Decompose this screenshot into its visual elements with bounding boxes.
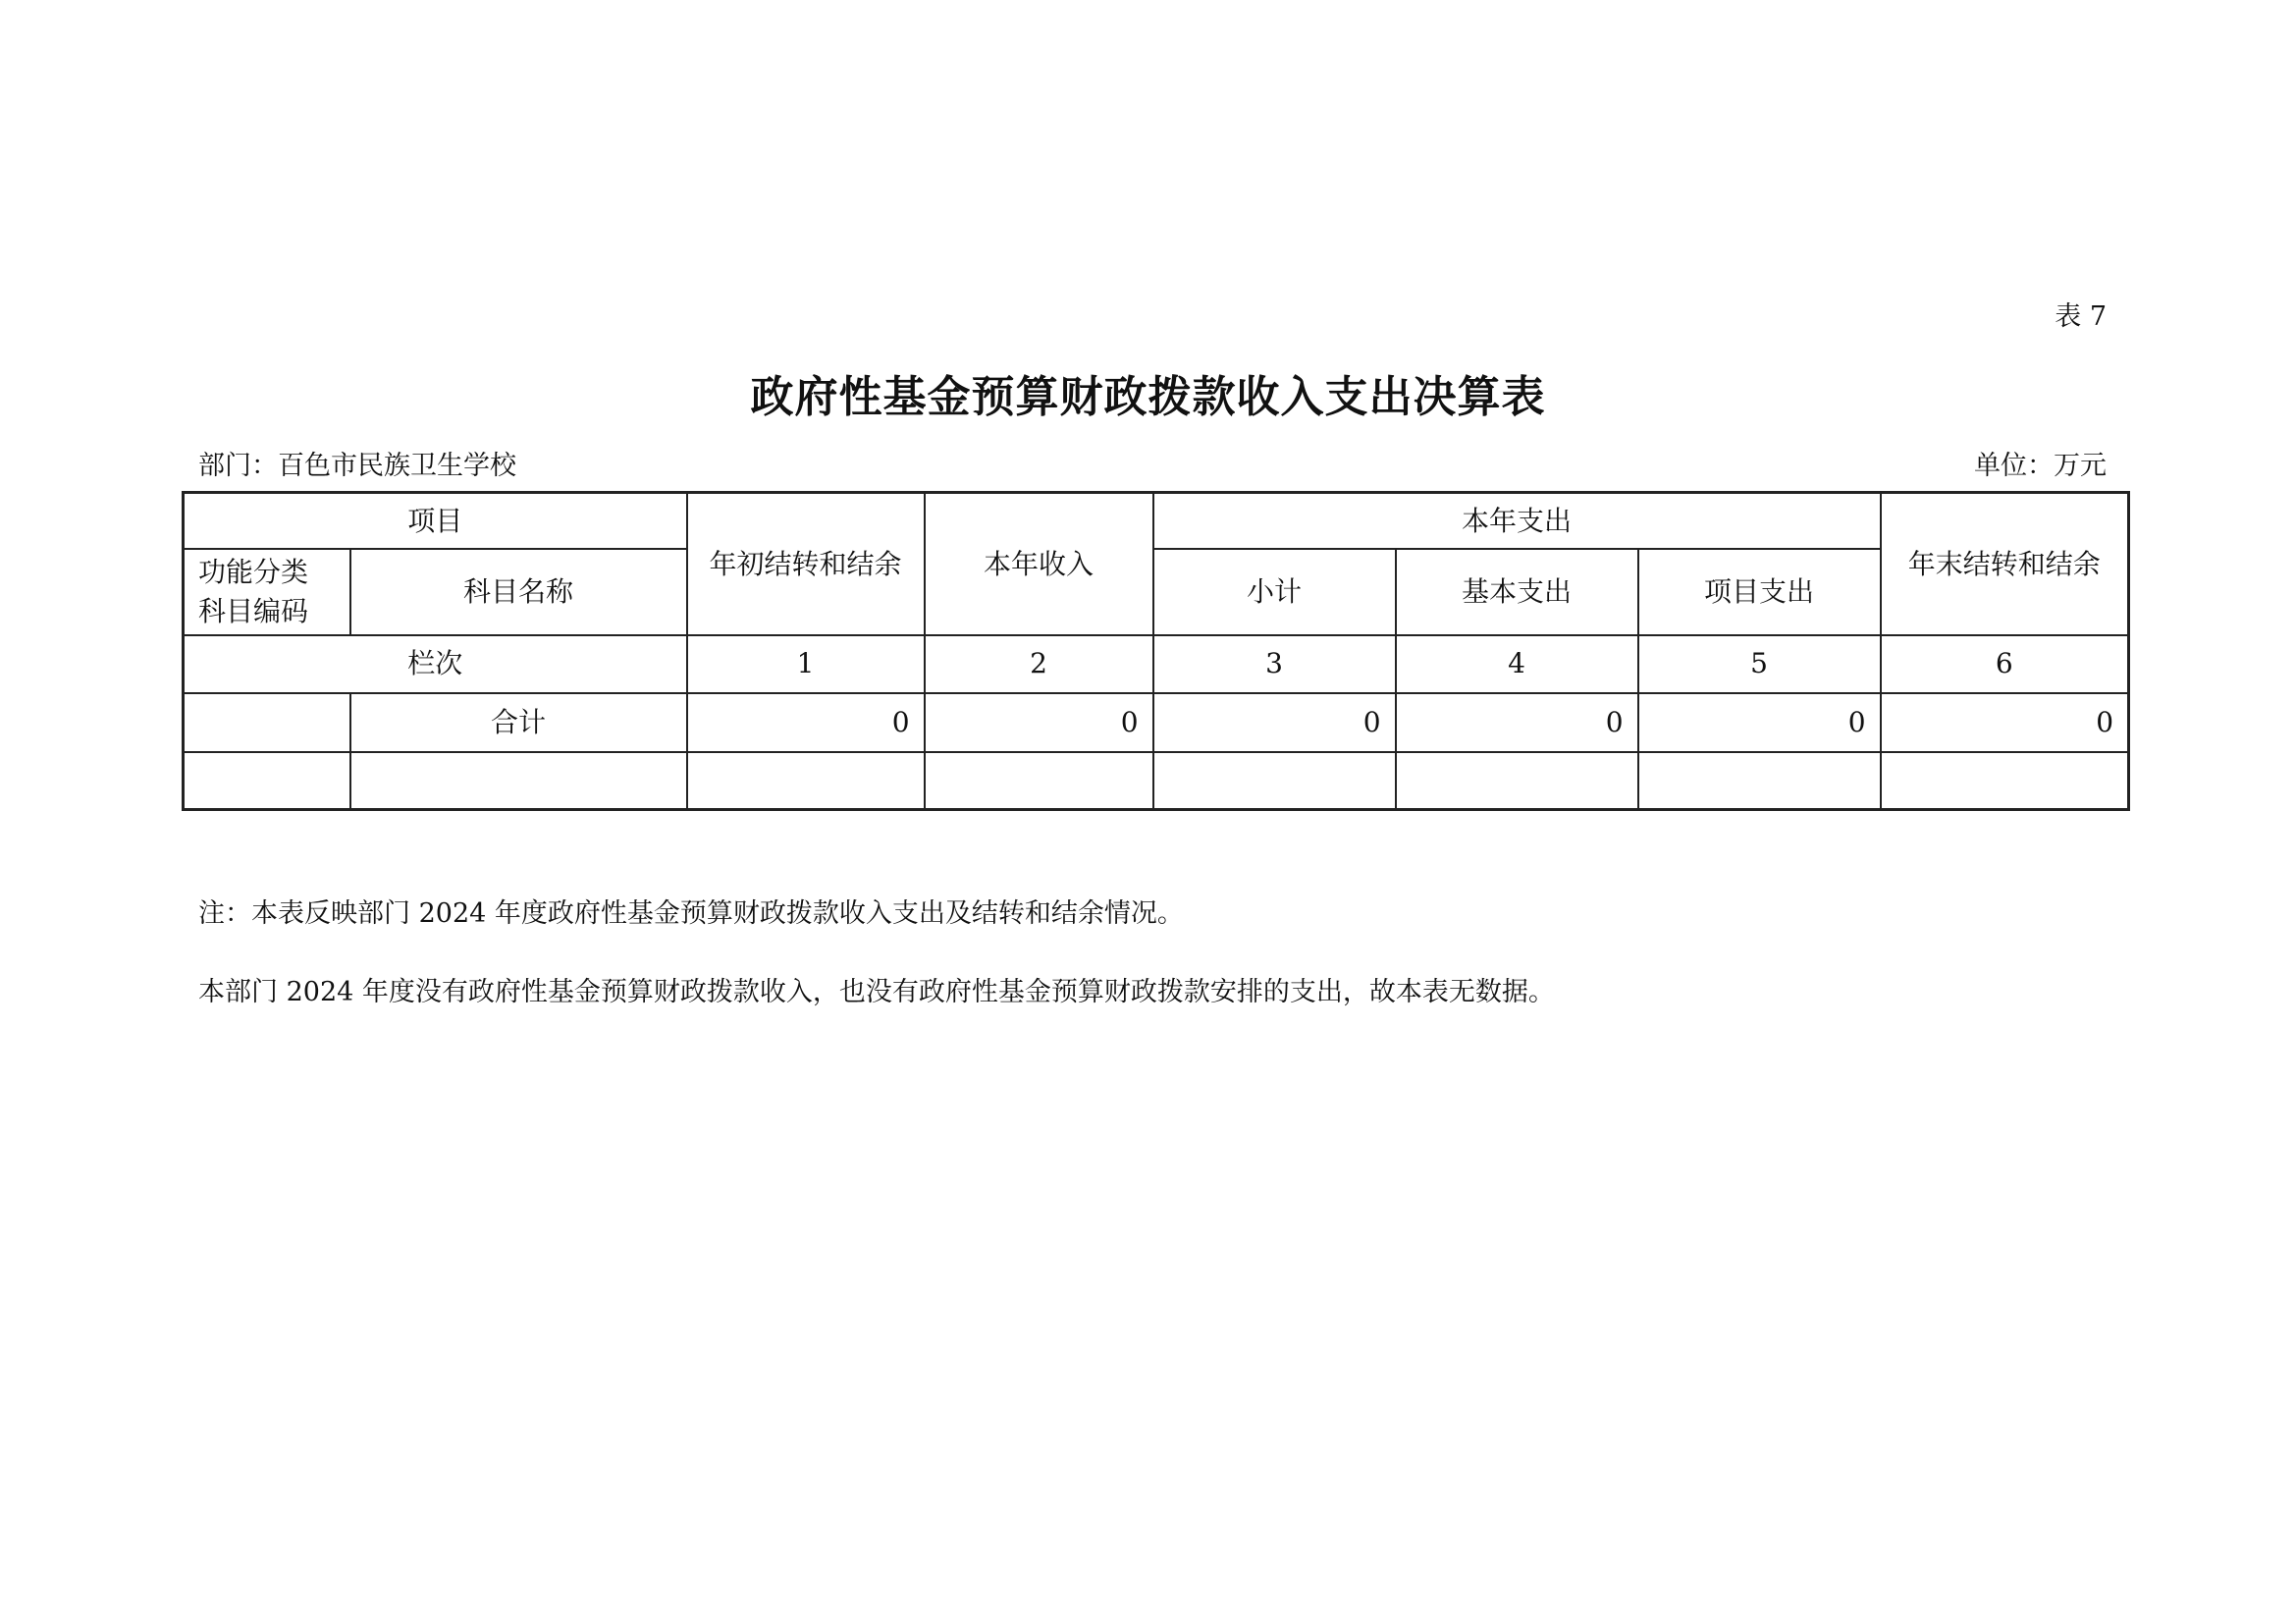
header-func-code-line2: 科目编码 — [198, 594, 309, 627]
empty-row — [184, 752, 2129, 810]
unit-label: 单位：万元 — [1974, 451, 2107, 481]
total-row — [184, 693, 2129, 752]
empty-cell — [687, 752, 925, 810]
note-line-1: 注：本表反映部门 2024 年度政府性基金预算财政拨款收入支出及结转和结余情况。 — [198, 898, 1184, 929]
total-value-cell: 0 — [1638, 693, 1881, 752]
table-number: 表 7 — [2055, 301, 2107, 332]
header-project-expense: 项目支出 — [1638, 549, 1881, 635]
header-func-code — [184, 549, 350, 635]
header-project: 项目 — [184, 493, 687, 549]
column-number-cell: 6 — [1881, 635, 2129, 693]
page-title: 政府性基金预算财政拨款收入支出决算表 — [750, 372, 1546, 422]
department-label: 部门：百色市民族卫生学校 — [198, 451, 516, 481]
header-basic-expense: 基本支出 — [1396, 549, 1638, 635]
note-line-2: 本部门 2024 年度没有政府性基金预算财政拨款收入，也没有政府性基金预算财政拨款安排的支出，故本表无数据。 — [198, 977, 1555, 1007]
header-current-income: 本年收入 — [925, 493, 1153, 635]
meta-row — [198, 444, 2107, 482]
total-value-cell: 0 — [925, 693, 1153, 752]
total-value-cell: 0 — [1153, 693, 1396, 752]
header-func-code-line1: 功能分类 — [198, 556, 309, 589]
column-number-label: 栏次 — [184, 635, 687, 693]
total-value-cell: 0 — [1396, 693, 1638, 752]
header-subject-name: 科目名称 — [350, 549, 687, 635]
empty-cell — [184, 752, 350, 810]
column-number-cell: 2 — [925, 635, 1153, 693]
budget-table — [182, 491, 2130, 811]
header-subtotal: 小计 — [1153, 549, 1396, 635]
empty-cell — [350, 752, 687, 810]
column-number-cell: 1 — [687, 635, 925, 693]
header-closing-balance: 年末结转和结余 — [1881, 493, 2129, 635]
empty-cell — [925, 752, 1153, 810]
total-code-cell — [184, 693, 350, 752]
header-opening-balance: 年初结转和结余 — [687, 493, 925, 635]
empty-cell — [1881, 752, 2129, 810]
header-row-1 — [184, 493, 2129, 549]
column-number-cell: 4 — [1396, 635, 1638, 693]
header-current-expense: 本年支出 — [1153, 493, 1881, 549]
column-number-cell: 5 — [1638, 635, 1881, 693]
empty-cell — [1153, 752, 1396, 810]
empty-cell — [1638, 752, 1881, 810]
total-value-cell: 0 — [1881, 693, 2129, 752]
empty-cell — [1396, 752, 1638, 810]
total-value-cell: 0 — [687, 693, 925, 752]
header-row-2 — [184, 549, 2129, 635]
column-number-cell: 3 — [1153, 635, 1396, 693]
total-label: 合计 — [350, 693, 687, 752]
column-number-row — [184, 635, 2129, 693]
